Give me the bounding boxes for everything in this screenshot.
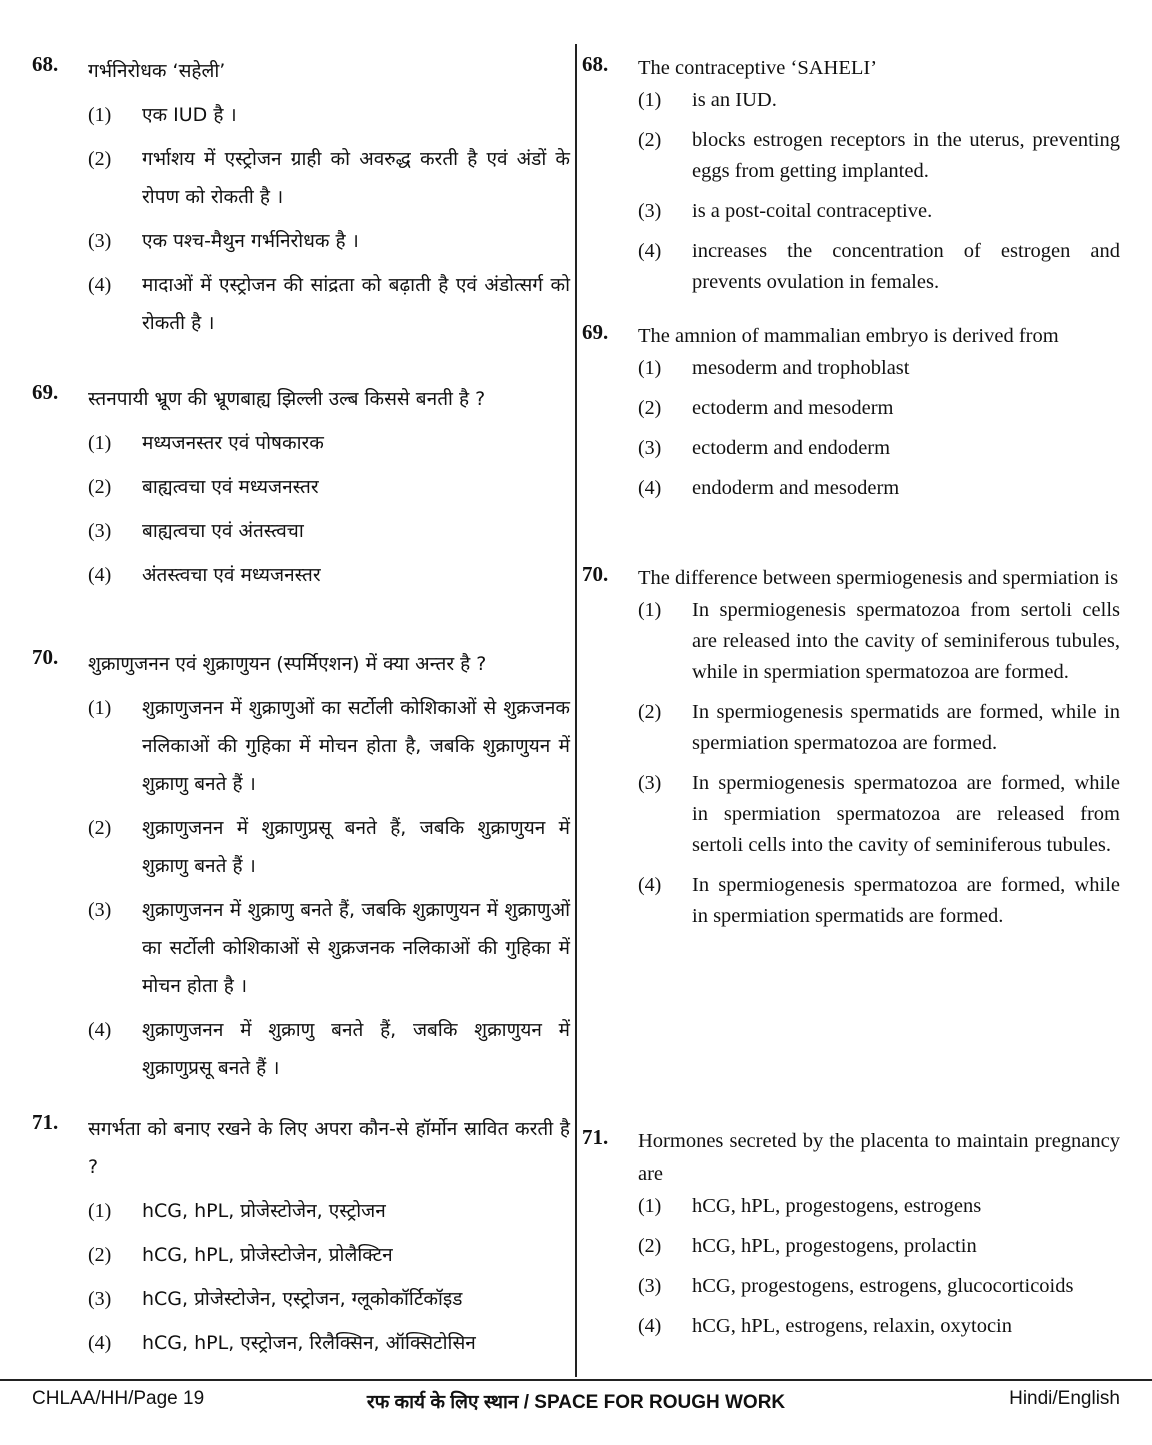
option-4 [638, 473, 1120, 504]
option-1 [638, 1191, 1120, 1222]
option-text: is a post-coital contraceptive. [692, 200, 933, 222]
option-3 [88, 891, 570, 1005]
question-68-hindi [32, 52, 570, 348]
question-number: 68. [32, 52, 59, 76]
option-number: (3) [638, 200, 662, 222]
option-text: endoderm and mesoderm [692, 477, 900, 499]
option-text: hCG, hPL, progestogens, prolactin [692, 1235, 977, 1257]
option-2 [88, 809, 570, 885]
option-number: (3) [88, 899, 112, 921]
option-2 [88, 1236, 570, 1274]
option-text: In spermiogenesis spermatozoa from sertoli cells are released into the cavity of seminiferous tubules, while in spermiation spermatozoa are formed. [692, 599, 1120, 683]
option-number: (1) [88, 432, 112, 454]
option-3 [88, 1280, 570, 1318]
option-2 [638, 1231, 1120, 1262]
option-text: hCG, hPL, प्रोजेस्टोजेन, एस्ट्रोजन [142, 1200, 386, 1222]
option-text: एक IUD है । [142, 104, 237, 126]
option-text: In spermiogenesis spermatozoa are formed, while in spermiation spermatids are formed. [692, 874, 1120, 927]
question-number: 71. [32, 1110, 59, 1134]
option-text: is an IUD. [692, 89, 777, 111]
option-1 [88, 424, 570, 462]
option-number: (1) [638, 89, 662, 111]
option-number: (2) [638, 129, 662, 151]
option-2 [88, 468, 570, 506]
option-1 [638, 85, 1120, 116]
option-text: hCG, hPL, एस्ट्रोजन, रिलैक्सिन, ऑक्सिटोसिन [142, 1332, 476, 1354]
footer-rule [0, 1379, 1152, 1381]
option-number: (2) [88, 1244, 112, 1266]
option-3 [638, 433, 1120, 464]
question-number: 69. [582, 320, 609, 344]
question-71-english [582, 1125, 1120, 1351]
question-69-english [582, 320, 1120, 513]
option-3 [88, 222, 570, 260]
option-1 [88, 96, 570, 134]
rough-work-label [0, 1388, 1152, 1414]
option-text: In spermiogenesis spermatids are formed, while in spermiation spermatozoa are formed. [692, 701, 1120, 754]
option-number: (1) [638, 599, 662, 621]
question-number: 71. [582, 1125, 609, 1149]
option-text: hCG, hPL, estrogens, relaxin, oxytocin [692, 1315, 1012, 1337]
option-text: मध्यजनस्तर एवं पोषकारक [142, 432, 324, 454]
question-text: सगर्भता को बनाए रखने के लिए अपरा कौन-से हॉर्मोन स्रावित करती है ? [88, 1118, 570, 1178]
option-number: (1) [638, 1195, 662, 1217]
option-text: बाह्यत्वचा एवं अंतस्त्वचा [142, 520, 304, 542]
option-number: (2) [88, 476, 112, 498]
option-text: शुक्राणुजनन में शुक्राणुप्रसू बनते हैं, जबकि शुक्राणुयन में शुक्राणु बनते हैं । [142, 817, 570, 877]
option-text: hCG, progestogens, estrogens, glucocorticoids [692, 1275, 1074, 1297]
option-number: (4) [88, 1019, 112, 1041]
option-number: (3) [88, 1288, 112, 1310]
option-4 [638, 1311, 1120, 1342]
question-text: शुक्राणुजनन एवं शुक्राणुयन (स्पर्मिएशन) में क्या अन्तर है ? [88, 653, 487, 675]
page-code: CHLAA/HH/Page 19 [32, 1388, 205, 1409]
option-4 [88, 266, 570, 342]
option-text: शुक्राणुजनन में शुक्राणुओं का सर्टोली कोशिकाओं से शुक्रजनक नलिकाओं की गुहिका में मोचन होता है, जबकि शुक्राणुयन में शुक्राणु बनते हैं । [142, 697, 570, 795]
option-text: एक पश्च-मैथुन गर्भनिरोधक है । [142, 230, 359, 252]
option-4 [88, 556, 570, 594]
option-number: (4) [88, 564, 112, 586]
option-text: In spermiogenesis spermatozoa are formed, while in spermiation spermatozoa are released from sertoli cells into the cavity of seminiferous tubules. [692, 772, 1120, 856]
option-1 [638, 595, 1120, 688]
question-68-english [582, 52, 1120, 307]
option-number: (3) [638, 1275, 662, 1297]
question-text: The difference between spermiogenesis and spermiation is [638, 567, 1119, 589]
option-1 [88, 1192, 570, 1230]
rough-work-english: SPACE FOR ROUGH WORK [534, 1392, 786, 1413]
question-number: 69. [32, 380, 59, 404]
option-text: मादाओं में एस्ट्रोजन की सांद्रता को बढ़ाती है एवं अंडोत्सर्ग को रोकती है । [142, 274, 570, 334]
option-text: बाह्यत्वचा एवं मध्यजनस्तर [142, 476, 319, 498]
option-number: (4) [638, 240, 662, 262]
option-number: (4) [88, 1332, 112, 1354]
option-text: blocks estrogen receptors in the uterus, preventing eggs from getting implanted. [692, 129, 1120, 182]
option-3 [638, 196, 1120, 227]
question-number: 70. [582, 562, 609, 586]
option-2 [88, 140, 570, 216]
option-number: (1) [88, 697, 112, 719]
rough-work-hindi: रफ कार्य के लिए स्थान [366, 1392, 519, 1413]
option-number: (4) [638, 874, 662, 896]
option-text: hCG, hPL, progestogens, estrogens [692, 1195, 982, 1217]
option-number: (1) [88, 1200, 112, 1222]
option-number: (4) [638, 477, 662, 499]
option-number: (2) [88, 148, 112, 170]
question-text: The contraceptive ‘SAHELI’ [638, 57, 878, 79]
question-70-english [582, 562, 1120, 941]
option-number: (2) [638, 701, 662, 723]
option-1 [638, 353, 1120, 384]
rough-work-separator: / [518, 1392, 535, 1413]
option-text: ectoderm and endoderm [692, 437, 891, 459]
option-text: ectoderm and mesoderm [692, 397, 894, 419]
option-3 [638, 768, 1120, 861]
option-4 [638, 870, 1120, 932]
question-text: Hormones secreted by the placenta to maintain pregnancy are [638, 1130, 1120, 1185]
option-2 [638, 697, 1120, 759]
option-number: (3) [638, 772, 662, 794]
option-number: (2) [88, 817, 112, 839]
question-text: गर्भनिरोधक ‘सहेली’ [88, 60, 226, 82]
option-text: hCG, hPL, प्रोजेस्टोजेन, प्रोलैक्टिन [142, 1244, 393, 1266]
question-text: स्तनपायी भ्रूण की भ्रूणबाह्य झिल्ली उल्ब किससे बनती है ? [88, 388, 486, 410]
language-label: Hindi/English [1009, 1388, 1120, 1409]
option-text: increases the concentration of estrogen and prevents ovulation in females. [692, 240, 1120, 293]
option-4 [638, 236, 1120, 298]
option-number: (3) [88, 230, 112, 252]
option-number: (3) [88, 520, 112, 542]
option-text: अंतस्त्वचा एवं मध्यजनस्तर [142, 564, 321, 586]
option-number: (2) [638, 1235, 662, 1257]
question-70-hindi [32, 645, 570, 1093]
option-1 [88, 689, 570, 803]
option-number: (4) [638, 1315, 662, 1337]
option-3 [88, 512, 570, 550]
option-2 [638, 393, 1120, 424]
option-number: (3) [638, 437, 662, 459]
option-2 [638, 125, 1120, 187]
option-3 [638, 1271, 1120, 1302]
option-number: (1) [88, 104, 112, 126]
option-number: (1) [638, 357, 662, 379]
option-number: (2) [638, 397, 662, 419]
question-number: 70. [32, 645, 59, 669]
option-text: शुक्राणुजनन में शुक्राणु बनते हैं, जबकि शुक्राणुयन में शुक्राणुओं का सर्टोली कोशिकाओं से शुक्रजनक नलिकाओं की गुहिका में मोचन होता है । [142, 899, 570, 997]
question-69-hindi [32, 380, 570, 600]
question-number: 68. [582, 52, 609, 76]
question-text: The amnion of mammalian embryo is derived from [638, 325, 1059, 347]
option-text: hCG, प्रोजेस्टोजेन, एस्ट्रोजन, ग्लूकोकॉर्टिकॉइड [142, 1288, 463, 1310]
option-text: शुक्राणुजनन में शुक्राणु बनते हैं, जबकि शुक्राणुयन में शुक्राणुप्रसू बनते हैं । [142, 1019, 570, 1079]
option-number: (4) [88, 274, 112, 296]
option-text: गर्भाशय में एस्ट्रोजन ग्राही को अवरुद्ध करती है एवं अंडों के रोपण को रोकती है । [142, 148, 570, 208]
option-4 [88, 1011, 570, 1087]
column-divider [575, 44, 577, 1377]
option-4 [88, 1324, 570, 1362]
option-text: mesoderm and trophoblast [692, 357, 910, 379]
question-71-hindi [32, 1110, 570, 1368]
